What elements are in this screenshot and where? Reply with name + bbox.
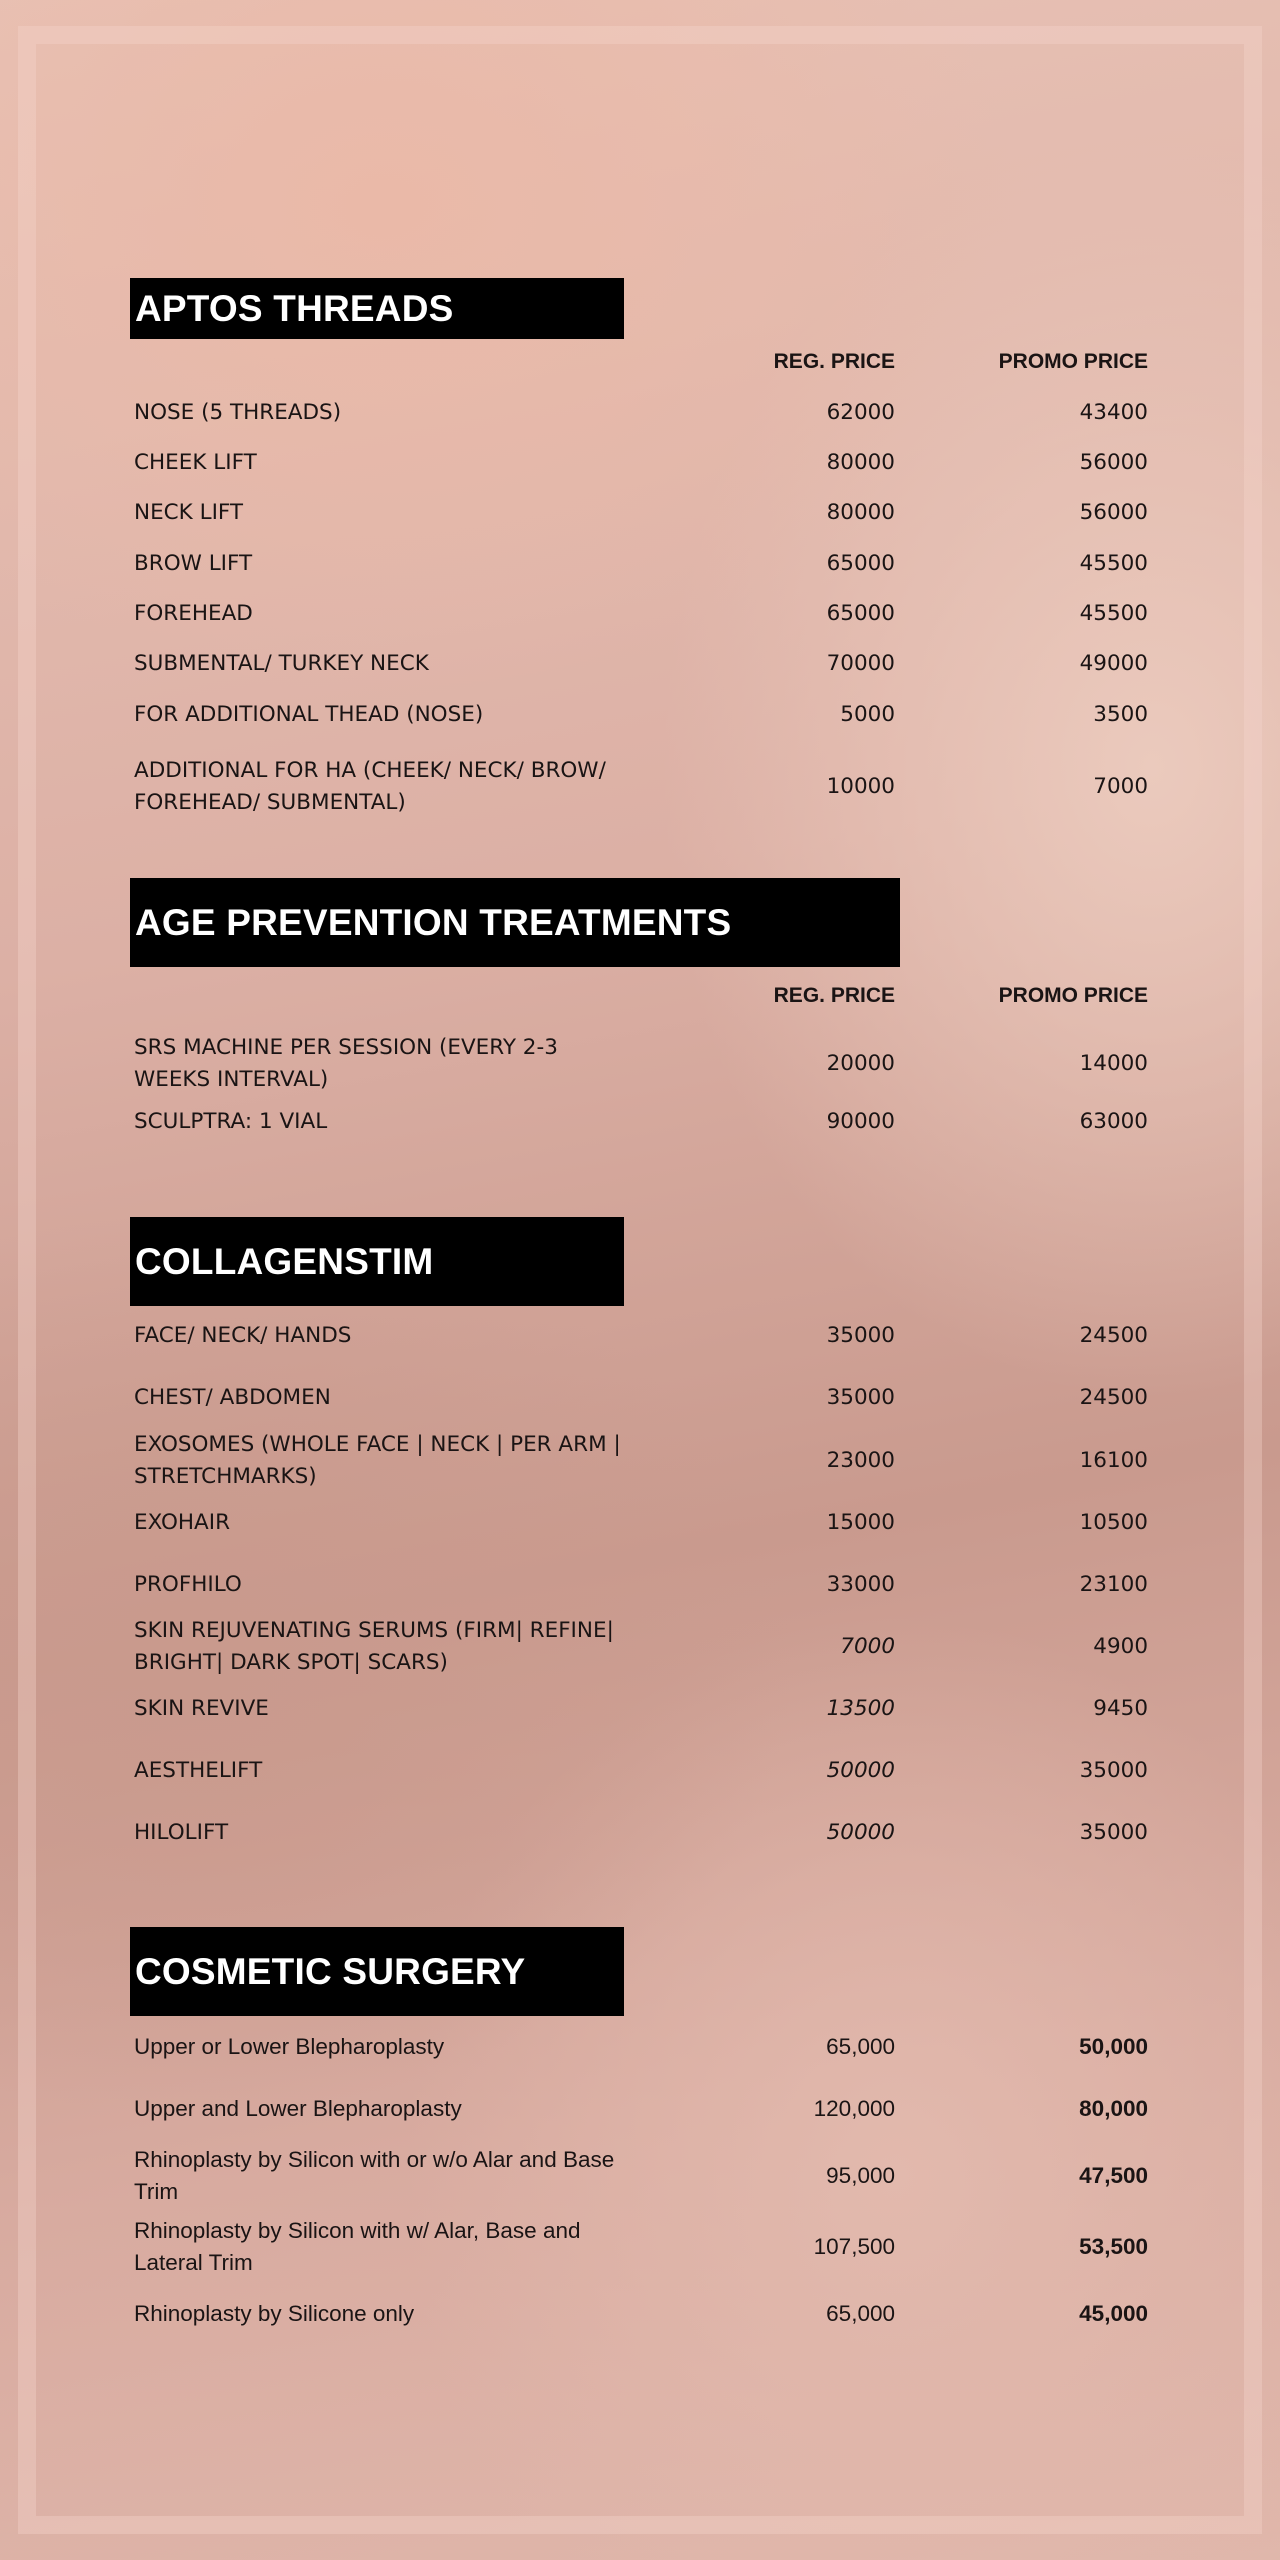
item-name: Upper and Lower Blepharoplasty	[134, 2096, 462, 2121]
item-name: NOSE (5 THREADS)	[134, 400, 342, 425]
reg-price: 7000	[840, 1634, 895, 1659]
promo-price: 14000	[1079, 1051, 1148, 1076]
item-name: Upper or Lower Blepharoplasty	[134, 2034, 445, 2059]
item-name: ADDITIONAL FOR HA (CHEEK/ NECK/ BROW/ FOREHEAD/ SUBMENTAL)	[134, 758, 606, 815]
section-title-age-prevention: AGE PREVENTION TREATMENTS	[130, 878, 900, 967]
reg-price: 15000	[826, 1510, 895, 1535]
promo-price: 50,000	[1079, 2034, 1148, 2059]
reg-price: 20000	[826, 1051, 895, 1076]
reg-price: 70000	[826, 651, 895, 676]
item-name: FOR ADDITIONAL THEAD (NOSE)	[134, 702, 484, 727]
item-name: CHEEK LIFT	[134, 450, 257, 475]
reg-price: 5000	[840, 702, 895, 727]
item-name: SCULPTRA: 1 VIAL	[134, 1109, 328, 1134]
reg-price: 33000	[826, 1572, 895, 1597]
promo-price: 16100	[1079, 1448, 1148, 1473]
item-name: BROW LIFT	[134, 551, 253, 576]
reg-price-header: REG. PRICE	[773, 350, 895, 373]
item-name: FACE/ NECK/ HANDS	[134, 1323, 352, 1348]
item-name: SKIN REVIVE	[134, 1696, 269, 1721]
reg-price: 23000	[826, 1448, 895, 1473]
item-name: EXOSOMES (WHOLE FACE | NECK | PER ARM | STRETCHMARKS)	[134, 1432, 621, 1489]
promo-price: 45500	[1079, 551, 1148, 576]
promo-price: 23100	[1079, 1572, 1148, 1597]
promo-price: 56000	[1079, 450, 1148, 475]
reg-price: 13500	[826, 1696, 895, 1721]
promo-price: 7000	[1093, 774, 1148, 799]
item-name: NECK LIFT	[134, 500, 244, 525]
promo-price: 3500	[1093, 702, 1148, 727]
promo-price: 53,500	[1079, 2234, 1148, 2259]
promo-price: 80,000	[1079, 2096, 1148, 2121]
promo-price: 4900	[1093, 1634, 1148, 1659]
promo-price: 24500	[1079, 1385, 1148, 1410]
reg-price: 35000	[826, 1323, 895, 1348]
reg-price: 80000	[826, 450, 895, 475]
reg-price: 80000	[826, 500, 895, 525]
reg-price: 120,000	[813, 2096, 895, 2121]
reg-price: 95,000	[826, 2163, 895, 2188]
promo-price: 35000	[1079, 1758, 1148, 1783]
item-name: HILOLIFT	[134, 1820, 229, 1845]
item-name: Rhinoplasty by Silicon with w/ Alar, Base and Lateral Trim	[134, 2218, 581, 2275]
reg-price: 65000	[826, 601, 895, 626]
item-name: EXOHAIR	[134, 1510, 231, 1535]
reg-price-header: REG. PRICE	[773, 984, 895, 1007]
promo-price: 35000	[1079, 1820, 1148, 1845]
reg-price: 65,000	[826, 2034, 895, 2059]
section-title-cosmetic-surgery: COSMETIC SURGERY	[130, 1927, 624, 2016]
reg-price: 35000	[826, 1385, 895, 1410]
item-name: CHEST/ ABDOMEN	[134, 1385, 331, 1410]
item-name: Rhinoplasty by Silicon with or w/o Alar and Base Trim	[134, 2147, 615, 2204]
reg-price: 50000	[826, 1820, 895, 1845]
item-name: SUBMENTAL/ TURKEY NECK	[134, 651, 429, 676]
section-title-aptos-threads: APTOS THREADS	[130, 278, 624, 339]
promo-price: 9450	[1093, 1696, 1148, 1721]
promo-price: 47,500	[1079, 2163, 1148, 2188]
reg-price: 65000	[826, 551, 895, 576]
reg-price: 107,500	[813, 2234, 895, 2259]
promo-price-header: PROMO PRICE	[998, 984, 1148, 1007]
reg-price: 65,000	[826, 2301, 895, 2326]
item-name: FOREHEAD	[134, 601, 253, 626]
promo-price: 63000	[1079, 1109, 1148, 1134]
section-title-collagenstim: COLLAGENSTIM	[130, 1217, 624, 1306]
item-name: Rhinoplasty by Silicone only	[134, 2301, 415, 2326]
reg-price: 90000	[826, 1109, 895, 1134]
reg-price: 62000	[826, 400, 895, 425]
promo-price: 49000	[1079, 651, 1148, 676]
reg-price: 10000	[826, 774, 895, 799]
promo-price: 56000	[1079, 500, 1148, 525]
promo-price: 45,000	[1079, 2301, 1148, 2326]
item-name: PROFHILO	[134, 1572, 242, 1597]
reg-price: 50000	[826, 1758, 895, 1783]
item-name: AESTHELIFT	[134, 1758, 263, 1783]
promo-price: 10500	[1079, 1510, 1148, 1535]
promo-price: 45500	[1079, 601, 1148, 626]
promo-price: 43400	[1079, 400, 1148, 425]
item-name: SRS MACHINE PER SESSION (EVERY 2-3 WEEKS INTERVAL)	[134, 1035, 558, 1092]
promo-price: 24500	[1079, 1323, 1148, 1348]
promo-price-header: PROMO PRICE	[998, 350, 1148, 373]
item-name: SKIN REJUVENATING SERUMS (FIRM| REFINE| BRIGHT| DARK SPOT| SCARS)	[134, 1618, 614, 1675]
